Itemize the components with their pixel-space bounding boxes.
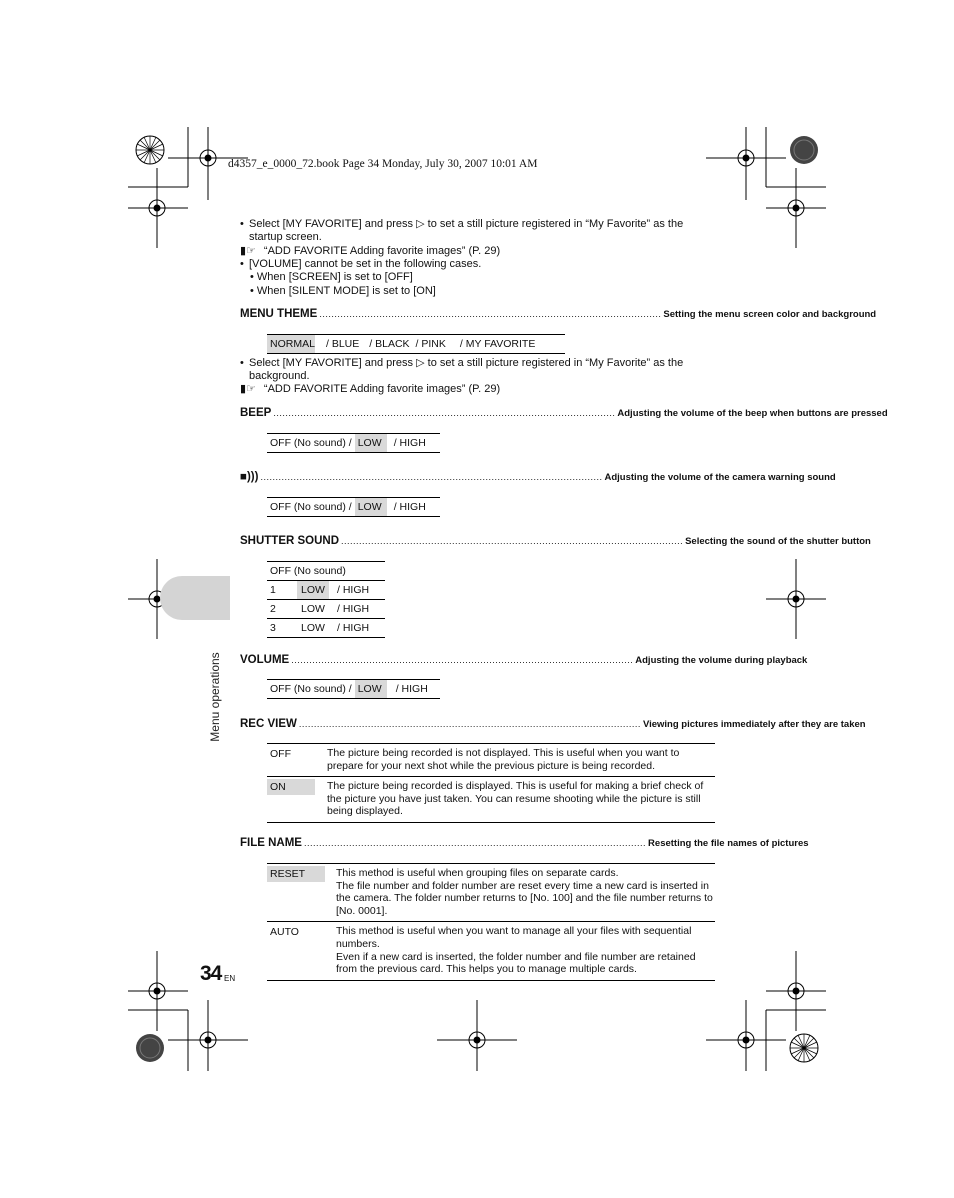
table-row: RESET This method is useful when grouping files on separate cards. The file number and folder number are reset every time a new card is inserted in the camera. The folder number returns to [No. 100] and the file number returns to [No. 0001]. <box>267 863 715 921</box>
sub-bullet-screen: • When [SCREEN] is set to [OFF] <box>250 271 413 283</box>
page-language: EN <box>224 974 236 983</box>
table-row: 2 LOW / HIGH <box>267 599 385 618</box>
option-black: / BLACK <box>369 338 410 350</box>
option-low: LOW <box>355 680 387 698</box>
section-warning-sound: ■))) .................................................................................................................. Adjusting the volume of the camera warning sound <box>240 471 836 483</box>
table-row: OFF The picture being recorded is not displayed. This is useful when you want to prepare for your next shot while the previous picture is being recorded. <box>267 743 715 776</box>
file-name-table <box>267 863 715 981</box>
book-header: d4357_e_0000_72.book Page 34 Monday, July 30, 2007 10:01 AM <box>228 158 538 170</box>
option-off: OFF (No sound) / <box>270 437 352 449</box>
bullet-favorite-startup: • Select [MY FAVORITE] and press ▷ to set a still picture registered in “My Favorite” as the startup screen. <box>240 218 684 243</box>
section-beep: BEEP .................................................................................................................. Adjusting the volume of the beep when buttons are pressed <box>240 407 888 419</box>
bullet-volume-note: • [VOLUME] cannot be set in the following cases. <box>240 258 482 270</box>
volume-options <box>267 679 440 699</box>
table-row: 3 LOW / HIGH <box>267 618 385 638</box>
option-high: / HIGH <box>393 501 426 513</box>
menu-theme-options <box>267 334 565 354</box>
option-low: LOW <box>355 498 387 516</box>
reference-add-favorite: ▮☞ “ADD FAVORITE Adding favorite images” (P. 29) <box>240 245 501 257</box>
option-normal: NORMAL <box>267 335 315 353</box>
bullet-favorite-background: • Select [MY FAVORITE] and press ▷ to set a still picture registered in “My Favorite” as the background. <box>240 357 684 382</box>
option-high: / HIGH <box>395 683 428 695</box>
right-arrow-icon: ▷ <box>416 357 425 369</box>
option-off: OFF (No sound) / <box>270 501 352 513</box>
reference-add-favorite-2: ▮☞ “ADD FAVORITE Adding favorite images” (P. 29) <box>240 383 501 395</box>
sub-bullet-silent: • When [SILENT MODE] is set to [ON] <box>250 285 436 297</box>
warning-options <box>267 497 440 517</box>
table-row: AUTO This method is useful when you want to manage all your files with sequential numbers. Even if a new card is inserted, the folder number and file number are retained from the previous card. This helps you to manage multiple cards. <box>267 921 715 980</box>
page-number: 34 <box>200 962 222 985</box>
beep-options <box>267 433 440 453</box>
option-pink: / PINK <box>415 338 446 350</box>
shutter-row-off: OFF (No sound) <box>267 561 385 580</box>
table-row: 1 LOW / HIGH <box>267 580 385 599</box>
right-arrow-icon: ▷ <box>416 218 425 230</box>
option-low: LOW <box>355 434 387 452</box>
section-tab <box>160 576 230 620</box>
option-off: OFF (No sound) / <box>270 683 352 695</box>
table-row: ON The picture being recorded is displayed. This is useful for making a brief check of the picture you have just taken. You can resume shooting while the picture is still being displayed. <box>267 776 715 823</box>
section-file-name: FILE NAME .................................................................................................................. Resetting the file names of pictures <box>240 837 809 849</box>
section-shutter-sound: SHUTTER SOUND .................................................................................................................. Selecting the sound of the shutter button <box>240 535 871 547</box>
reference-icon: ▮☞ <box>240 383 256 395</box>
rec-view-table <box>267 743 715 823</box>
section-menu-theme: MENU THEME .................................................................................................................. Setting the menu screen color and background <box>240 308 877 320</box>
option-blue: / BLUE <box>326 338 360 350</box>
section-rec-view: REC VIEW .................................................................................................................. Viewing pictures immediately after they are taken <box>240 718 866 730</box>
side-label: Menu operations <box>208 652 222 742</box>
reference-icon: ▮☞ <box>240 245 256 257</box>
option-my-favorite: / MY FAVORITE <box>459 338 536 350</box>
speaker-icon: ■))) <box>240 471 259 483</box>
shutter-sound-table <box>267 561 385 638</box>
section-volume: VOLUME .................................................................................................................. Adjusting the volume during playback <box>240 654 808 666</box>
option-high: / HIGH <box>393 437 426 449</box>
